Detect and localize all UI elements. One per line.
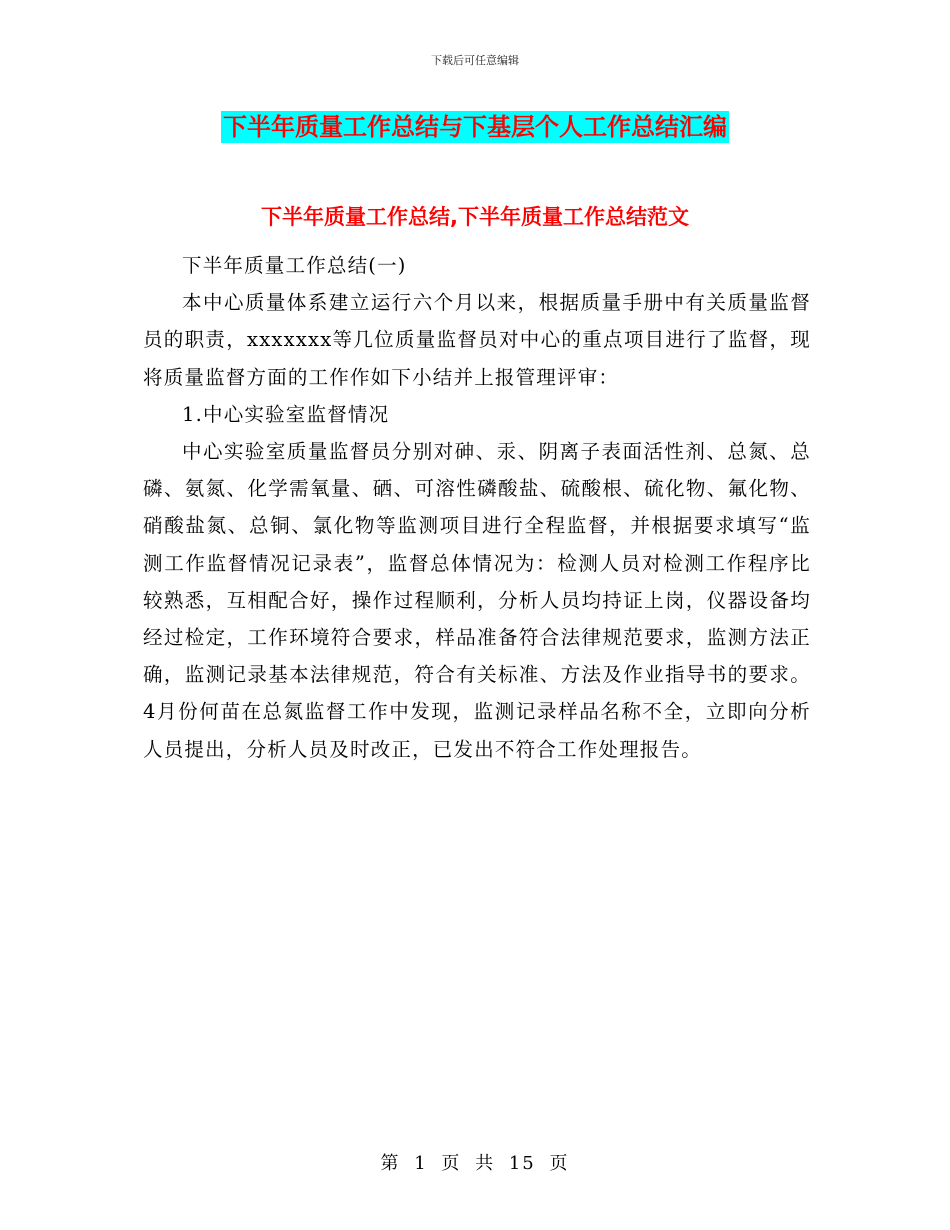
sub-title: 下半年质量工作总结,下半年质量工作总结范文 bbox=[261, 205, 689, 229]
page-indicator: 第 1 页 共 15 页 bbox=[380, 1153, 570, 1174]
main-title-container bbox=[0, 111, 950, 143]
section-heading: 1.中心实验室监督情况 bbox=[182, 402, 390, 426]
section-heading: 下半年质量工作总结(一) bbox=[182, 254, 407, 277]
page-header-note: 下载后可任意编辑 bbox=[431, 54, 519, 67]
document-body bbox=[143, 247, 811, 768]
body-paragraph: 中心实验室质量监督员分别对砷、汞、阴离子表面活性剂、总氮、总磷、氨氮、化学需氧量、硒、可溶性磷酸盐、硫酸根、硫化物、氟化物、硝酸盐氮、总铜、氯化物等监测项目进行全程监督，并根据要求填写“监测工作监督情况记录表”，监督总体情况为：检测人员对检测工作程序比较熟悉，互相配合好，操作过程顺利，分析人员均持证上岗，仪器设备均经过检定，工作环境符合要求，样品准备符合法律规范要求，监测方法正确，监测记录基本法律规范，符合有关标准、方法及作业指导书的要求。4月份何苗在总氮监督工作中发现，监测记录样品名称不全，立即向分析人员提出，分析人员及时改正，已发出不符合工作处理报告。 bbox=[143, 440, 811, 761]
main-title: 下半年质量工作总结与下基层个人工作总结汇编 bbox=[223, 113, 727, 141]
body-paragraph: 本中心质量体系建立运行六个月以来，根据质量手册中有关质量监督员的职责，xxxxxxx等几位质量监督员对中心的重点项目进行了监督，现将质量监督方面的工作作如下小结并上报管理评审： bbox=[143, 291, 811, 389]
